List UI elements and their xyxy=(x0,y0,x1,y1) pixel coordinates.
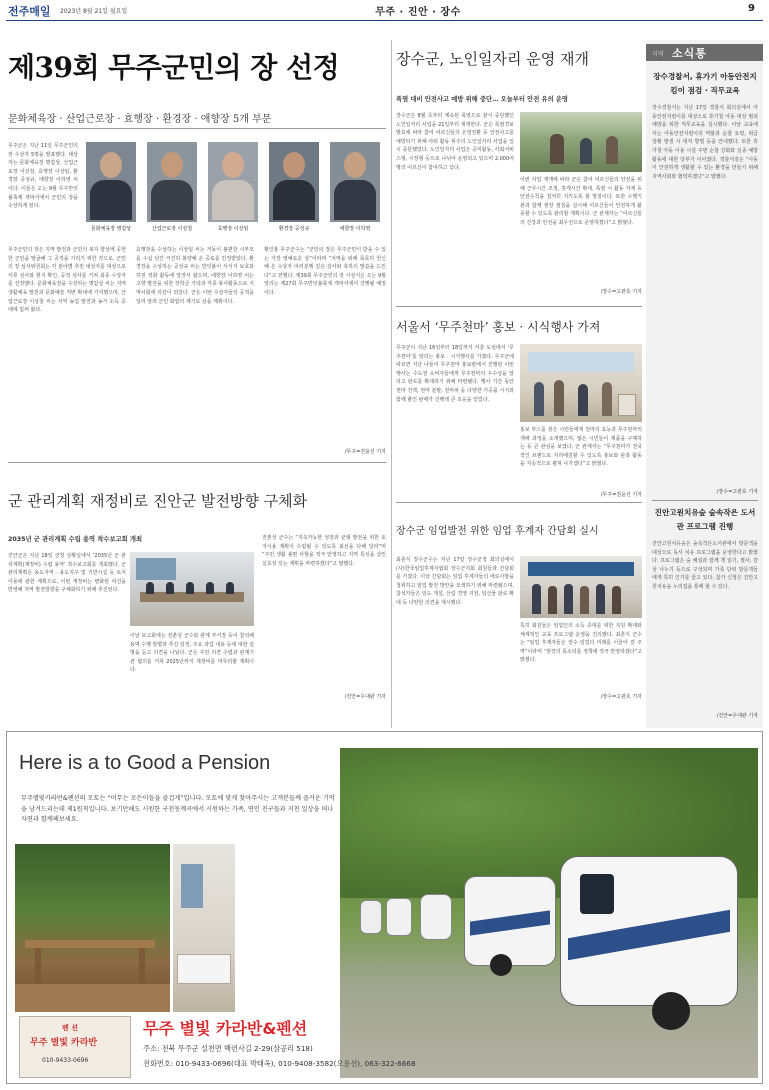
paper-name: 전주매일 xyxy=(8,5,51,18)
awardee-photo xyxy=(269,142,319,222)
column-divider xyxy=(391,40,392,728)
awardee-photo xyxy=(208,142,258,222)
story3-headline: 서울서 ‘무주천마’ 홍보 · 시식행사 가져 xyxy=(396,320,601,334)
lead-subhead-rule xyxy=(8,128,386,129)
lead-headline: 제39회 무주군민의 장 선정 xyxy=(8,51,340,84)
story3-body-col1: 무주군이 지난 16일부터 18일까지 서울 도심에서 ‘무주천마’를 알리는 홍보 · 시식행사를 가졌다. 무주군에 따르면 지난 나들이 무주천마 홍보관에서 진행된 이번 행사는 수도권 소비자들에게 무주천마의 우수성을 알리고 판로를 확대하기 위해 마련됐다. 행사 기간 동안 천마 진액, 천마 분말, 천마차 등 다양한 가공품 시식과 함께 할인 판매가 진행돼 큰 호응을 얻었다. xyxy=(396,345,514,403)
ad-business-name: 무주 별빛 카라반&펜션 xyxy=(143,1019,308,1038)
ad-photo-room xyxy=(173,844,235,1012)
story4-byline: /진안=우대완 기자 xyxy=(344,694,386,700)
awardee-card xyxy=(82,142,140,232)
ad-signboard xyxy=(19,1016,131,1078)
ad-headline: Here is a to Good a Pension xyxy=(19,752,271,774)
awardee-card xyxy=(143,142,201,232)
story2-body-col1: 장수군은 8월 초부터 계속된 폭염으로 잠시 중단했던 노인일자리 사업을 21일부터 재개한다. 군은 폭염경보 발효에 따라 참여 어르신들의 온열질환 등 안전사고를 예방하기 위해 야외 활동 위주의 노인일자리 사업을 일시 중단했었다. 노인일자리 사업은 공익활동, 사회서비스형, 시장형 등으로 나뉘어 운영되고 있으며 2,000여 명의 어르신이 참여하고 있다. xyxy=(396,113,514,171)
story2-body-col2: 이번 사업 재개에 따라 군은 참여 어르신들의 안전을 위해 근무시간 조정, 휴게시간 확대, 폭염 시 활동 자제 등 안전수칙을 철저히 지키도록 할 방침이다. 또한 수행기관과 함께 현장 점검을 실시해 어르신들이 안전하게 활동할 수 있도록 관리할 계획이다. 군 관계자는 “어르신들의 건강과 안전을 최우선으로 운영하겠다”고 밝혔다. xyxy=(520,177,642,226)
story5-byline: /장수=고관호 기자 xyxy=(600,694,642,700)
section-rule xyxy=(396,502,642,503)
awardee-card xyxy=(204,142,262,232)
ad-photo-deck xyxy=(15,844,170,1012)
sidebar xyxy=(646,40,763,728)
lead-subhead: 문화체육장 · 산업근로장 · 효행장 · 환경장 · 애향장 5개 부문 xyxy=(8,114,272,125)
awardee-card xyxy=(265,142,323,232)
advertisement xyxy=(6,731,763,1084)
masthead-rule xyxy=(6,20,763,21)
awardee-card xyxy=(326,142,384,232)
story2-byline: /장수=고관호 기자 xyxy=(600,289,642,295)
story4-photo xyxy=(130,552,254,626)
story2-photo xyxy=(520,112,642,172)
awardee-caption: 환경장 공성규 xyxy=(278,226,310,232)
story4-subhead: 2035년 군 관리계획 수립 용역 착수보고회 개최 xyxy=(8,536,143,543)
sidebar-header xyxy=(646,44,763,61)
story5-headline: 장수군 임업발전 위한 임업 후계자 간담회 실시 xyxy=(396,526,599,537)
story4-body-col3: 전춘성 군수는 “지속가능한 성장과 균형 발전을 위한 토지이용 계획이 수립될 수 있도록 최선을 다해 달라”며 “주민 생활 불편 사항을 적극 반영하고 지역 특성을 살린 실효성 있는 계획을 마련하겠다”고 말했다. xyxy=(262,535,386,567)
section-rule xyxy=(8,462,386,463)
awardee-photo xyxy=(86,142,136,222)
lead-byline: /무주=전윤선 기자 xyxy=(344,449,386,455)
story3-byline: /무주=전윤선 기자 xyxy=(600,492,642,498)
awardee-caption: 효행장 이상임 xyxy=(217,226,249,232)
sign-phone: 010-9433-0696 xyxy=(42,1057,89,1064)
sidebar-item1-body: 장수경찰서는 지난 17일 경찰서 회의실에서 아동안전지킴이를 대상으로 휴가철 아동 대상 범죄 예방을 위한 직무교육을 실시했다. 이날 교육에서는 아동안전지킴이의 역할과 순찰 요령, 위급 상황 발생 시 대처 방법 등을 안내했다. 또한 휴가철 아동 이용 시설 주변 순찰 강화와 실종 예방 활동에 대한 당부가 이어졌다. 경찰서장은 “아동이 안전하게 생활할 수 있는 환경을 만들기 위해 지역사회와 협력하겠다”고 말했다. xyxy=(652,105,758,180)
awardee-photo xyxy=(330,142,380,222)
awardee-caption: 문화체육장 명갑상 xyxy=(90,226,132,232)
ad-description: 무주별빛카라반&펜션의 모토는 “머무는 모든이들을 즐겁게”입니다. 모토에 맞게 찾아주시는 고객분들께 즐거운 기억을 남겨드리는데 제1원칙입니다. 보기만해도 시원한 구천동계곡에서 시원하는 가족, 연인 친구들과 지친 일상을 떠나 자연과 함께해보세요. xyxy=(21,795,335,823)
story5-body-col2: 특히 회원들은 임업인의 소득 증대를 위한 지원 확대와 체계적인 교육 프로그램 운영을 건의했다. 최훈식 군수는 “임업 후계자들은 장수 임업의 미래를 이끌어 갈 주역”이라며 “현장의 목소리를 정책에 적극 반영하겠다”고 밝혔다. xyxy=(520,623,642,664)
awardee-photo xyxy=(147,142,197,222)
sidebar-item1-title: 장수경찰서, 휴가기 아동안전지킴이 점검 · 직무교육 xyxy=(653,72,757,95)
story3-photo xyxy=(520,344,642,422)
story5-body-col1: 최훈식 장수군수는 지난 17일 장수군청 회의실에서 (사)한국임업후계자협회 장수군지회 회원들과 간담회를 가졌다. 이날 간담회는 임업 후계자들의 애로사항을 청취하고 임업 발전 방안을 모색하기 위해 마련됐으며, 참석자들은 임도 개설, 산림 경영 지원, 임산물 판로 확대 등 다양한 의견을 제시했다. xyxy=(396,557,514,606)
story4-headline: 군 관리계획 재정비로 진안군 발전방향 구체화 xyxy=(8,492,308,510)
sidebar-item2-body: 진안고원치유숲은 숲속작은도서관에서 방문객을 대상으로 독서 치유 프로그램을 운영한다고 밝혔다. 프로그램은 숲 해설과 함께 책 읽기, 필사, 감상 나누기 등으로 구성되며 가족 단위 방문객들에게 특히 인기를 끌고 있다. 참가 신청은 진안고원치유숲 누리집을 통해 할 수 있다. xyxy=(652,541,758,590)
sign-name: 무주 별빛 카라반 xyxy=(30,1038,98,1048)
section-label: 무주 · 진안 · 장수 xyxy=(375,7,461,18)
ad-photo-caravans xyxy=(340,748,758,1078)
sidebar-title: 소식통 xyxy=(672,47,707,60)
sidebar-label: 지역 xyxy=(652,51,664,58)
story4-body-col2: 이날 보고회에는 전춘성 군수와 관계 부서장 등이 참석해 용역 수행 방향과 추진 일정, 주요 과업 내용 등에 대한 설명을 듣고 의견을 나눴다. 군은 주민 의견 수렴과 관계기관 협의를 거쳐 2025년까지 재정비를 마무리할 계획이다. xyxy=(130,633,254,674)
lead-intro: 무주군은 지난 11일 무주군민의 장 수상자 5명을 발표했다. 대상자는 문화체육장 명갑상, 산업근로장 이상철, 효행장 이상임, 환경장 공성규, 애향장 이하영 씨이다. 이들은 오는 9월 무주반딧불축제 개막식에서 군민의 장을 수상하게 된다. xyxy=(8,143,78,210)
sign-pension: 펜 션 xyxy=(62,1024,78,1032)
masthead xyxy=(0,0,769,22)
lead-body-col3: 황인홍 무주군수는 “군민의 장은 무주군민이 받을 수 있는 가장 영예로운 상”이라며 “지역을 위해 묵묵히 헌신해 온 수상자 여러분께 깊은 감사와 축하의 말씀을 드린다”고 전했다. 제39회 무주군민의 장 시상식은 오는 9월 열리는 제27회 무주반딧불축제 개막식에서 진행될 예정이다. xyxy=(264,247,386,296)
lead-body-col2: 효행장을 수상하는 이상임 씨는 거동이 불편한 시부모를 수십 년간 극진히 봉양해 온 공로를 인정받았다. 환경장을 수상하는 공성규 씨는 반딧불이 서식지 보호와 하천 정화 활동에 앞장서 왔으며, 애향장 이하영 씨는 고향 발전을 위한 장학금 기탁과 각종 봉사활동으로 지역사회에 귀감이 되었다. 군은 이번 수상자들의 공적을 널리 알려 군민 화합의 계기로 삼을 계획이다. xyxy=(136,247,254,305)
sidebar-item1-byline: /장수=고관호 기자 xyxy=(716,489,758,495)
story4-body-col1: 진안군은 지난 18일 군청 상황실에서 ‘2035년 군 관리계획(재정비) 수립 용역’ 착수보고회를 개최했다. 군 관리계획은 용도지역 · 용도지구 및 기반시설 등 토지이용에 관한 계획으로, 이번 재정비는 변화된 여건을 반영해 지역 발전방향을 구체화하기 위해 추진된다. xyxy=(8,553,126,594)
ad-address: 주소: 전북 무주군 설천면 백련사길 2-29(삼공리 518) xyxy=(143,1044,313,1053)
story2-headline: 장수군, 노인일자리 운영 재개 xyxy=(396,50,589,68)
sidebar-item2-title: 진안고원치유숲 숲속작은 도서관 프로그램 진행 xyxy=(654,508,756,531)
story3-body-col2: 홍보 부스를 찾은 시민들에게 천마의 효능과 무주천마의 재배 과정을 소개했으며, 많은 시민들이 제품을 구매하는 등 큰 관심을 보였다. 군 관계자는 “무주천마가 전국적인 브랜드로 자리매김할 수 있도록 홍보와 판촉 활동을 지속적으로 펼쳐 나가겠다”고 밝혔다. xyxy=(520,427,642,468)
sidebar-item2-byline: /진안=우대완 기자 xyxy=(716,713,758,719)
section-rule xyxy=(396,306,642,307)
sidebar-rule xyxy=(652,500,758,501)
ad-phone: 전화번호: 010-9433-0696(대표 박태옥), 010-9408-3582(오용선), 063-322-6668 xyxy=(143,1059,416,1068)
page-number: 9 xyxy=(748,3,755,14)
awardee-caption: 산업근로장 이상철 xyxy=(151,226,193,232)
lead-body-col1: 무주군민의 장은 지역 발전과 군민의 복지 향상에 공헌한 군민을 발굴해 그 공적을 기리기 위한 것으로, 군민의 장 심사위원회는 각 분야별 추천 대상자를 대상으로 서류 심사와 현지 확인, 공적 심사를 거쳐 최종 수상자를 선정했다. 문화체육장을 수상하는 명갑상 씨는 지역 생활체육 발전과 문화예술 저변 확대에 기여했으며, 산업근로장 이상철 씨는 지역 농업 발전과 농가 소득 증대에 힘써 왔다. xyxy=(8,247,126,314)
awardee-caption: 애향장 이하영 xyxy=(339,226,371,232)
issue-date: 2023년 8월 21일 월요일 xyxy=(60,8,128,15)
story2-subhead: 폭염 대비 안전사고 예방 위해 중단… 오늘부터 안전 유의 운영 xyxy=(396,96,569,103)
awardee-photos xyxy=(82,142,388,244)
story5-photo xyxy=(520,556,642,618)
